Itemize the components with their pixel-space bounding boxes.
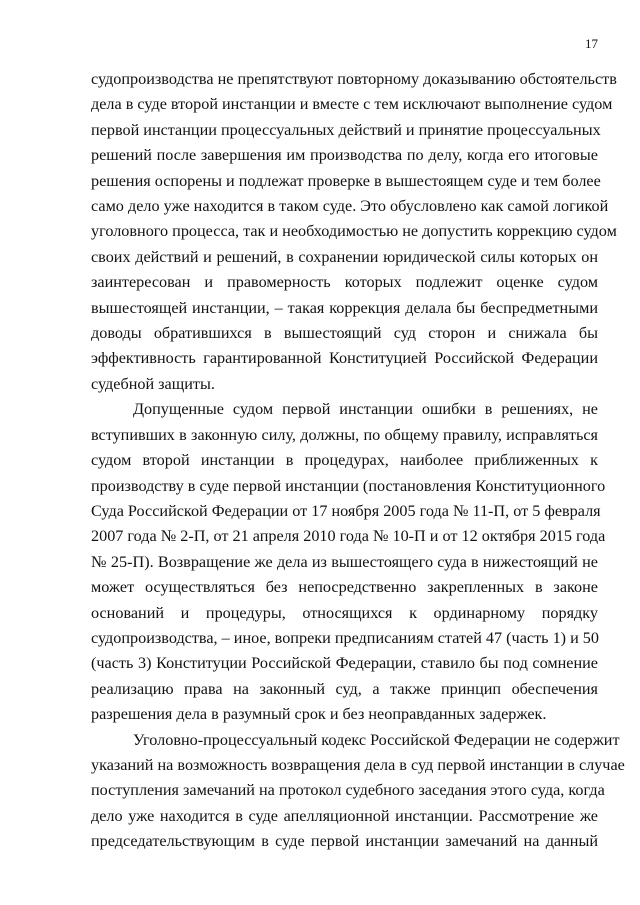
text-line: само дело уже находится в таком суде. Это обусловлено как самой логикой [91,197,609,216]
page-number: 17 [585,36,598,51]
document-body [91,67,625,855]
text-line: вышестоящей инстанции, – такая коррекция делала бы беспредметными [91,298,598,317]
text-line: может осуществляться без непосредственно закрепленных в законе [91,578,598,597]
paragraph-2 [91,397,606,727]
text-line: судебной защиты. [91,374,215,393]
text-line: оснований и процедуры, относящихся к ординарному порядку [91,603,598,622]
text-line: первой инстанции процессуальных действий и принятие процессуальных [91,120,601,139]
text-line: дела в суде второй инстанции и вместе с тем исключают выполнение судом [91,95,613,114]
text-line: Суда Российской Федерации от 17 ноября 2005 года № 11-П, от 5 февраля [91,501,601,520]
text-line: (часть 3) Конституции Российской Федерации, ставило бы под сомнение [91,654,598,673]
text-line: судопроизводства, – иное, вопреки предписаниям статей 47 (часть 1) и 50 [91,628,599,647]
paragraph-1 [91,67,617,397]
text-line: Уголовно-процессуальный кодекс Российской Федерации не содержит [133,730,620,749]
text-line: судом второй инстанции в процедурах, наиболее приближенных к [91,451,598,470]
text-line: эффективность гарантированной Конституцией Российской Федерации [91,349,598,368]
text-line: решений после завершения им производства по делу, когда его итоговые [91,146,598,165]
text-line: дело уже находится в суде апелляционной инстанции. Рассмотрение же [91,806,598,825]
text-line: судопроизводства не препятствуют повторному доказыванию обстоятельств [91,70,617,88]
text-line: реализацию права на законный суд, а также принцип обеспечения [91,679,598,698]
text-line: решения оспорены и подлежат проверке в вышестоящем суде и тем более [91,171,601,190]
text-line: доводы обратившихся в вышестоящий суд сторон и снижала бы [91,324,598,343]
text-line: своих действий и решений, в сохранении юридической силы которых он [91,247,598,266]
text-line: Допущенные судом первой инстанции ошибки в решениях, не [133,400,598,419]
text-line: указаний на возможность возвращения дела в суд первой инстанции в случае [91,755,625,774]
text-line: заинтересован и правомерность которых подлежит оценке судом [91,273,598,292]
text-line: поступления замечаний на протокол судебного заседания этого суда, когда [91,781,605,800]
text-line: производству в суде первой инстанции (постановления Конституционного [91,476,606,495]
text-line: уголовного процесса, так и необходимостью не допустить коррекцию судом [91,222,617,241]
text-line: вступивших в законную силу, должны, по общему правилу, исправляться [91,425,598,444]
text-line: № 25-П). Возвращение же дела из вышестоящего суда в нижестоящий не [91,552,598,571]
text-line: председательствующим в суде первой инстанции замечаний на данный [91,832,598,851]
paragraph-3 [91,728,625,855]
text-line: 2007 года № 2-П, от 21 апреля 2010 года № 10-П и от 12 октября 2015 года [91,527,606,546]
text-line: разрешения дела в разумный срок и без неоправданных задержек. [91,705,547,724]
